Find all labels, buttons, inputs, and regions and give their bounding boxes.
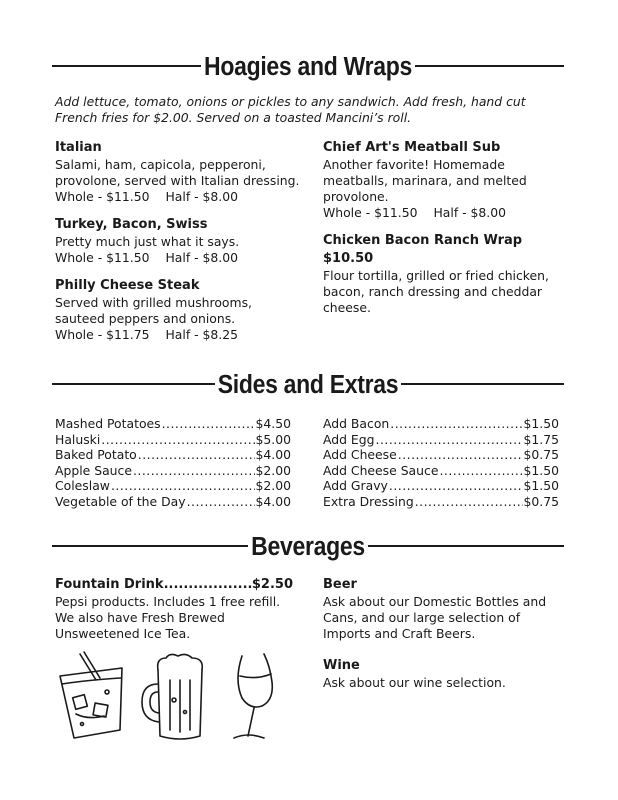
extra-name: Extra Dressing: [323, 493, 414, 509]
beverages-left-column: [55, 576, 293, 642]
menu-item: [323, 139, 568, 221]
menu-item: [323, 232, 568, 316]
dot-leader: [101, 432, 254, 448]
whole-price: Whole - $11.50: [323, 205, 418, 220]
side-price: $5.00: [255, 431, 291, 447]
section-title: Beverages: [251, 530, 365, 560]
extra-price: $1.50: [523, 478, 559, 493]
divider-line: [401, 383, 564, 385]
extra-price: $1.50: [523, 462, 559, 478]
side-item: [55, 447, 291, 463]
divider-line: [52, 65, 201, 67]
dot-leader: [389, 478, 523, 494]
item-description: Served with grilled mushrooms, sauteed peppers and onions.: [55, 295, 252, 326]
extra-item: [323, 478, 559, 494]
side-item: [55, 463, 291, 479]
menu-item: [55, 216, 305, 266]
item-name: Fountain Drink: [55, 577, 164, 592]
item-name: Beer: [323, 577, 357, 592]
sides-right-list: [323, 416, 559, 509]
side-name: Baked Potato: [55, 447, 137, 462]
divider-line: [415, 65, 564, 67]
divider-line: [52, 545, 248, 547]
item-name: Wine: [323, 658, 360, 673]
side-price: $2.00: [255, 478, 291, 493]
dot-leader: [164, 576, 252, 594]
item-name: Chicken Bacon Ranch Wrap $10.50: [323, 233, 523, 266]
half-price: Half - $8.00: [165, 189, 239, 204]
extra-item: [323, 494, 559, 510]
dot-leader: [376, 432, 523, 448]
side-item: [55, 494, 291, 510]
extra-price: $1.75: [523, 431, 559, 447]
side-name: Vegetable of the Day: [55, 493, 186, 509]
item-name: Italian: [55, 140, 102, 155]
side-name: Haluski: [55, 431, 101, 447]
dot-leader: [133, 463, 255, 479]
item-description: Ask about our Domestic Bottles and Cans, and our large selection of Imports and Craft Beers.: [323, 594, 547, 641]
section-header-sides: [52, 369, 564, 399]
extra-item: [323, 416, 559, 432]
whole-price: Whole - $11.50: [55, 250, 150, 265]
section-header-hoagies: [52, 51, 564, 81]
dot-leader: [390, 416, 522, 432]
item-name: Chief Art's Meatball Sub: [323, 140, 501, 155]
half-price: Half - $8.25: [165, 327, 239, 342]
hoagies-right-column: [323, 139, 568, 327]
dot-leader: [111, 478, 255, 494]
extra-name: Add Bacon: [323, 416, 390, 431]
item-description: Pepsi products. Includes 1 free refill. We also have Fresh Brewed Unsweetened Ice Tea.: [55, 594, 281, 641]
dot-leader: [439, 463, 522, 479]
extra-name: Add Cheese: [323, 447, 397, 462]
side-price: $2.00: [255, 462, 291, 478]
dot-leader: [162, 416, 255, 432]
dot-leader: [187, 494, 255, 510]
extra-item: [323, 432, 559, 448]
item-price: $2.50: [251, 577, 293, 592]
item-price: [55, 250, 305, 266]
extra-price: $1.50: [523, 416, 559, 431]
item-description: Ask about our wine selection.: [323, 675, 506, 690]
dot-leader: [415, 494, 523, 510]
side-item: [55, 432, 291, 448]
drinks-illustration: [52, 650, 292, 745]
divider-line: [52, 383, 215, 385]
side-item: [55, 416, 291, 432]
fountain-drink-heading: [55, 576, 293, 594]
menu-item: [55, 139, 305, 205]
extra-name: Add Gravy: [323, 478, 388, 493]
extra-price: $0.75: [523, 493, 559, 509]
item-name: Philly Cheese Steak: [55, 278, 200, 293]
menu-item: [55, 277, 305, 343]
extra-name: Add Cheese Sauce: [323, 462, 439, 478]
whole-price: Whole - $11.75: [55, 327, 150, 342]
sides-left-list: [55, 416, 291, 509]
half-price: Half - $8.00: [165, 250, 239, 265]
item-description: Salami, ham, capicola, pepperoni, provolone, served with Italian dressing.: [55, 157, 300, 188]
dot-leader: [398, 447, 523, 463]
soda-glass-icon: [60, 652, 122, 738]
side-price: $4.50: [255, 416, 291, 431]
half-price: Half - $8.00: [433, 205, 507, 220]
extra-price: $0.75: [523, 447, 559, 462]
hoagies-intro: Add lettuce, tomato, onions or pickles to any sandwich. Add fresh, hand cut French fries for $2.00. Served on a toasted Mancini’s roll.: [55, 94, 526, 125]
item-description: Flour tortilla, grilled or fried chicken, bacon, ranch dressing and cheddar cheese.: [323, 268, 549, 315]
side-price: $4.00: [255, 493, 291, 509]
beverages-right-column: [323, 576, 568, 702]
extra-item: [323, 447, 559, 463]
section-title: Sides and Extras: [217, 368, 399, 398]
whole-price: Whole - $11.50: [55, 189, 150, 204]
section-title: Hoagies and Wraps: [204, 50, 412, 80]
extra-name: Add Egg: [323, 431, 375, 447]
dot-leader: [138, 447, 255, 463]
hoagies-left-column: [55, 139, 305, 354]
wine-glass-icon: [234, 654, 272, 738]
section-header-beverages: [52, 531, 564, 561]
side-name: Coleslaw: [55, 478, 110, 493]
item-price: [55, 327, 305, 343]
menu-item: [323, 576, 568, 642]
side-price: $4.00: [255, 447, 291, 462]
side-name: Mashed Potatoes: [55, 416, 161, 431]
menu-item: [323, 657, 568, 691]
side-name: Apple Sauce: [55, 462, 132, 478]
beer-mug-icon: [142, 654, 202, 739]
item-price: [55, 189, 305, 205]
divider-line: [368, 545, 564, 547]
side-item: [55, 478, 291, 494]
item-name: Turkey, Bacon, Swiss: [55, 217, 208, 232]
item-price: [323, 205, 568, 221]
extra-item: [323, 463, 559, 479]
item-description: Another favorite! Homemade meatballs, marinara, and melted provolone.: [323, 157, 527, 204]
item-description: Pretty much just what it says.: [55, 234, 240, 249]
